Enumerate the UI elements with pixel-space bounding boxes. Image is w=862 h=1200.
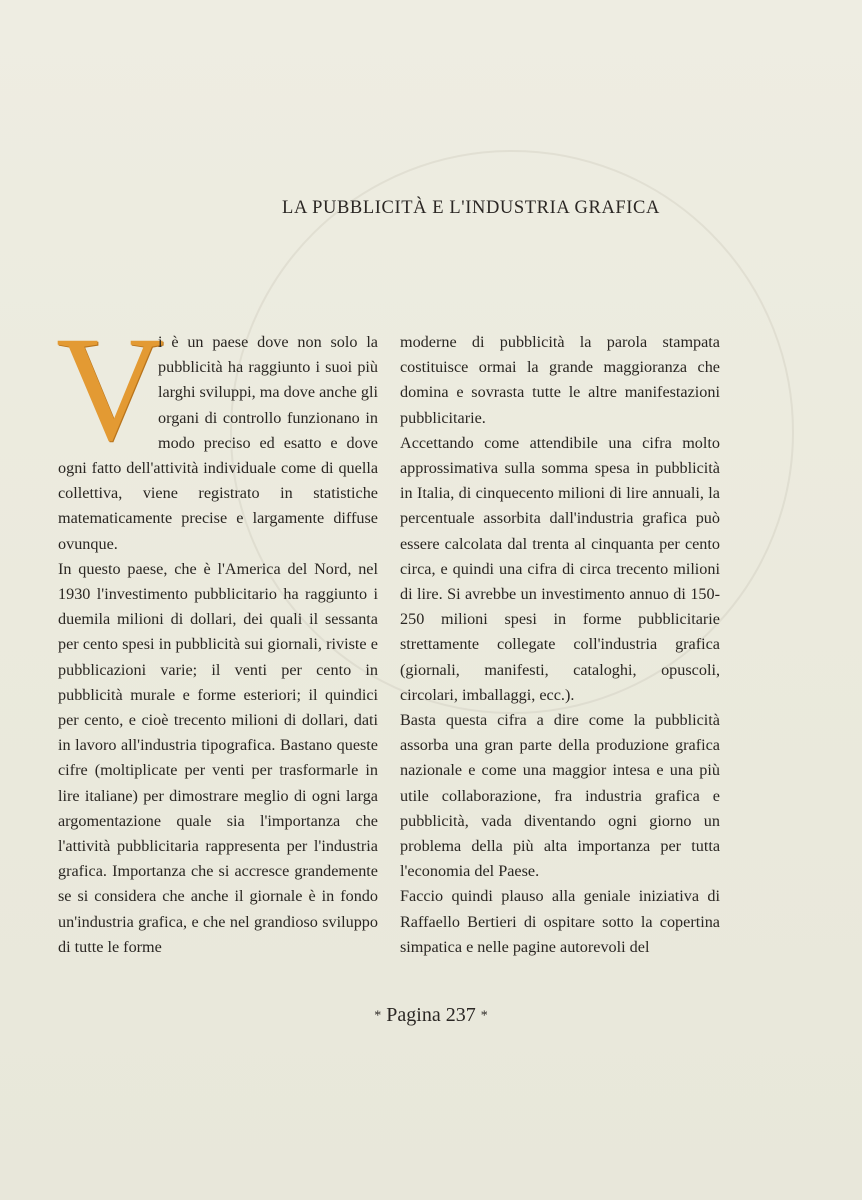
page-title: LA PUBBLICITÀ E L'INDUSTRIA GRAFICA <box>282 198 660 218</box>
paragraph: i è un paese dove non solo la pubblicità ha raggiunto i suoi più larghi sviluppi, ma dove anche gli organi di controllo funzionano in modo preciso ed esatto e dove ogni fatto dell'attività individuale come di quella collettiva, viene registrato in statistiche matematicamente precise e largamente diffuse ovunque. <box>58 333 378 553</box>
left-column <box>56 306 378 960</box>
ornament-right: * <box>480 1008 488 1024</box>
dropcap: V <box>56 306 165 472</box>
paragraph: moderne di pubblicità la parola stampata costituisce ormai la grande maggioranza che domina e sovrasta tutte le altre manifestazioni pubblicitarie. <box>400 333 720 427</box>
paragraph: Faccio quindi plauso alla geniale iniziativa di Raffaello Bertieri di ospitare sotto la copertina simpatica e nelle pagine autorevoli del <box>400 887 720 956</box>
paragraph: Basta questa cifra a dire come la pubblicità assorba una gran parte della produzione grafica nazionale e come una maggior intesa e una più utile collaborazione, fra industria grafica e pubblicità, vada diventando ogni giorno un problema della più alta importanza per tutta l'economia del Paese. <box>400 711 720 881</box>
paragraph: Accettando come attendibile una cifra molto approssimativa sulla somma spesa in pubblicità in Italia, di cinquecento milioni di lire annuali, la percentuale assorbita dall'industria grafica può essere calcolata dal trenta al cinquanta per cento circa, e quindi una cifra di circa trecento milioni di lire. Si avrebbe un investimento annuo di 150-250 milioni spesi in forme pubblicitarie strettamente collegate coll'industria grafica (giornali, manifesti, cataloghi, opuscoli, circolari, imballaggi, ecc.). <box>400 433 720 704</box>
page-number <box>0 1004 862 1027</box>
right-column <box>400 330 720 960</box>
page-number-label: Pagina 237 <box>386 1004 476 1026</box>
paragraph: In questo paese, che è l'America del Nord, nel 1930 l'investimento pubblicitario ha raggiunto i duemila milioni di dollari, dei quali il sessanta per cento spesi in pubblicità sui giornali, riviste e pubblicazioni varie; il venti per cento in pubblicità murale e forme esteriori; il quindici per cento, e cioè trecento milioni di dollari, dati in lavoro all'industria tipografica. Bastano queste cifre (moltiplicate per venti per trasformarle in lire italiane) per dimostrare meglio di ogni larga argomentazione quale sia l'importanza che l'attività pubblicitaria rappresenta per l'industria grafica. Importanza che si accresce grandemente se si considera che anche il giornale è in fondo un'industria grafica, e che nel grandioso sviluppo di tutte le forme <box>58 559 378 956</box>
ornament-left: * <box>374 1008 382 1024</box>
